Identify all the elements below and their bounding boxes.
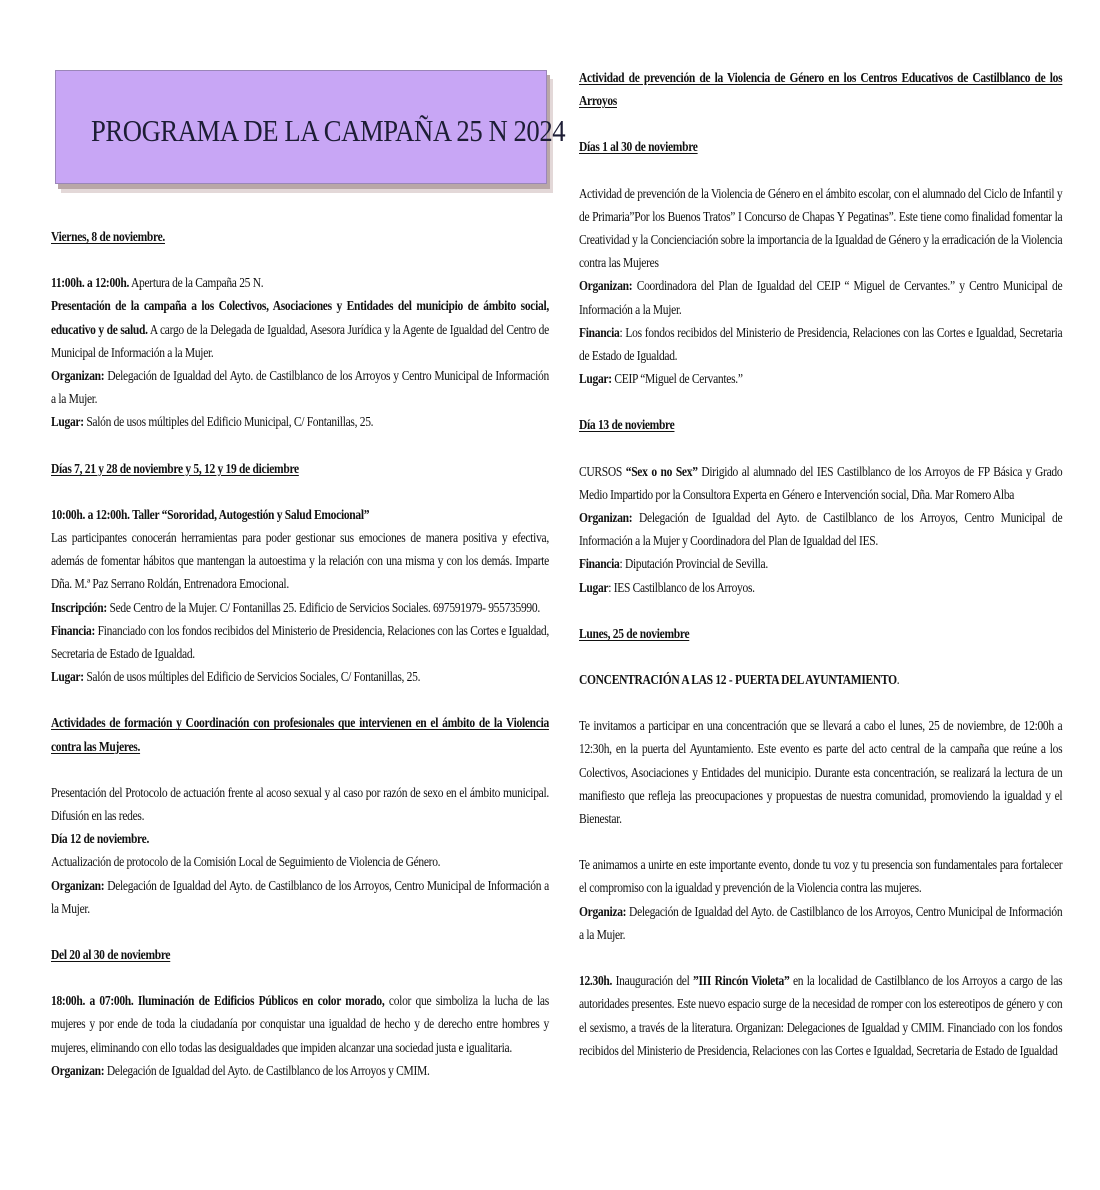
title-banner bbox=[55, 70, 566, 184]
organizers-line: Organiza: Delegación de Igualdad del Ayto. de Castilblanco de los Arroyos, Centro Municipal de Información a la Mujer. bbox=[579, 903, 1063, 942]
protocol-paragraph: Presentación del Protocolo de actuación frente al acoso sexual y al caso por razón de sexo en el ámbito municipal. Difusión en las redes. bbox=[51, 784, 549, 824]
organizers-line: Organizan: Delegación de Igualdad del Ayto. de Castilblanco de los Arroyos, Centro Municipal de Información a la Mujer. bbox=[51, 877, 549, 916]
inscription-line: Inscripción: Sede Centro de la Mujer. C/ Fontanillas 25. Edificio de Servicios Sociales. 697591979- 955735990. bbox=[51, 599, 540, 615]
day-12-label: Día 12 de noviembre. bbox=[51, 831, 150, 847]
organizers-line: Organizan: Coordinadora del Plan de Igualdad del CEIP “ Miguel de Cervantes.” y Centro Municipal de Información a la Mujer. bbox=[579, 278, 1063, 317]
location-line: Lugar: CEIP “Miguel de Cervantes.” bbox=[579, 371, 743, 387]
protocol-update-paragraph: Actualización de protocolo de la Comisión Local de Seguimiento de Violencia de Género. bbox=[51, 854, 441, 870]
organizers-line: Organizan: Delegación de Igualdad del Ayto. de Castilblanco de los Arroyos y CMIM. bbox=[51, 1062, 430, 1078]
invitation-paragraph: Te animamos a unirte en este importante evento, donde tu voz y tu presencia son fundamentales para fortalecer el compromiso con la igualdad y prevención de la Violencia contra las mujeres. bbox=[579, 857, 1063, 896]
funding-line: Financia: Financiado con los fondos recibidos del Ministerio de Presidencia, Relaciones con las Cortes e Igualdad, Secretaria de Estado de Igualdad. bbox=[51, 622, 549, 662]
section-heading-prevencion: Actividad de prevención de la Violencia de Género en los Centros Educativos de Castilblanco de los Arroyos bbox=[579, 70, 1063, 109]
section-heading-20-30: Del 20 al 30 de noviembre bbox=[51, 947, 171, 963]
taller-title: 10:00h. a 12:00h. Taller “Sororidad, Autogestión y Salud Emocional” bbox=[51, 506, 370, 522]
day-13-label: Día 13 de noviembre bbox=[579, 417, 675, 433]
location-line: Lugar: Salón de usos múltiples del Edificio Municipal, C/ Fontanillas, 25. bbox=[51, 414, 374, 430]
section-heading-viernes-8: Viernes, 8 de noviembre. bbox=[51, 229, 166, 244]
organizers-line: Organizan: Delegación de Igualdad del Ayto. de Castilblanco de los Arroyos, Centro Municipal de Información a la Mujer y Coordinadora del Plan de Igualdad del IES. bbox=[579, 510, 1063, 549]
right-column bbox=[579, 66, 1062, 1062]
illumination-paragraph: 18:00h. a 07:00h. Iluminación de Edificios Públicos en color morado, color que simboliza la lucha de las mujeres y por ende de toda la ciudadanía por conquistar una igualdad de hecho y de derecho entre hombres y mujeres, eliminando con ello todas las desigualdades que impiden alcanzar una sociedad justa e igualitaria. bbox=[51, 993, 549, 1055]
courses-paragraph: CURSOS “Sex o no Sex” Dirigido al alumnado del IES Castilblanco de los Arroyos de FP Básica y Grado Medio Impartido por la Consultora Experta en Género e Intervención social, Dña. Mar Romero Alba bbox=[579, 463, 1063, 502]
days-1-30-label: Días 1 al 30 de noviembre bbox=[579, 139, 698, 155]
funding-line: Financia: Diputación Provincial de Sevilla. bbox=[579, 556, 768, 572]
section-heading-taller-dates: Días 7, 21 y 28 de noviembre y 5, 12 y 19 de diciembre bbox=[51, 460, 299, 476]
location-line: Lugar: Salón de usos múltiples del Edificio de Servicios Sociales, C/ Fontanillas, 25. bbox=[51, 669, 421, 685]
location-line: Lugar: IES Castilblanco de los Arroyos. bbox=[579, 579, 755, 595]
opening-paragraph: 11:00h. a 12:00h. Apertura de la Campaña 25 N. bbox=[51, 275, 264, 291]
prevention-paragraph: Actividad de prevención de la Violencia de Género en el ámbito escolar, con el alumnado del Ciclo de Infantil y de Primaria”Por los Buenos Tratos” I Concurso de Chapas Y Pegatinas”. Este tiene como finalidad fomentar la Creatividad y la Concienciación sobre la importancia de la Igualdad de Género y la erradicación de la Violencia contra las Mujeres bbox=[579, 185, 1063, 271]
taller-description: Las participantes conocerán herramientas para poder gestionar sus emociones de manera positiva y efectiva, además de fomentar hábitos que mantengan la autoestima y la relación con una misma y con los demás. Imparte Dña. M.ª Paz Serrano Roldán, Entrenadora Emocional. bbox=[51, 530, 549, 592]
left-column bbox=[51, 225, 549, 1082]
organizers-line: Organizan: Delegación de Igualdad del Ayto. de Castilblanco de los Arroyos y Centro Municipal de Información a la Mujer. bbox=[51, 368, 549, 407]
monday-25-label: Lunes, 25 de noviembre bbox=[579, 625, 690, 641]
funding-line: Financia: Los fondos recibidos del Ministerio de Presidencia, Relaciones con las Cortes e Igualdad, Secretaria de Estado de Igualdad. bbox=[579, 324, 1063, 364]
section-heading-formacion: Actividades de formación y Coordinación con profesionales que intervienen en el ámbito de la Violencia contra las Mujeres. bbox=[51, 715, 549, 754]
concentration-heading: CONCENTRACIÓN A LAS 12 - PUERTA DEL AYUNTAMIENTO. bbox=[579, 672, 900, 688]
page-title: PROGRAMA DE LA CAMPAÑA 25 N 2024 bbox=[91, 113, 566, 148]
rincon-violeta-paragraph: 12.30h. Inauguración del ”III Rincón Violeta” en la localidad de Castilblanco de los Arroyos a cargo de las autoridades presentes. Este nuevo espacio surge de la necesidad de romper con los estereotipos de género y con el sexismo, a través de la literatura. Organizan: Delegaciones de Igualdad y CMIM. Financiado con los fondos recibidos del Ministerio de Presidencia, Relaciones con las Cortes e Igualdad, Secretaria de Estado de Igualdad bbox=[579, 973, 1063, 1058]
concentration-paragraph: Te invitamos a participar en una concentración que se llevará a cabo el lunes, 25 de noviembre, de 12:00h a 12:30h, en la puerta del Ayuntamiento. Este evento es parte del acto central de la campaña que reúne a los Colectivos, Asociaciones y Entidades del municipio. Durante esta concentración, se realizará la lectura de un manifiesto que refleja las preocupaciones y propuestas de nuestra comunidad, promoviendo la igualdad y el Bienestar. bbox=[579, 718, 1063, 827]
presentation-paragraph: Presentación de la campaña a los Colectivos, Asociaciones y Entidades del municipio de ámbito social, educativo y de salud. A cargo de la Delegada de Igualdad, Asesora Jurídica y la Agente de Igualdad del Centro de Municipal de Información a la Mujer. bbox=[51, 298, 549, 360]
